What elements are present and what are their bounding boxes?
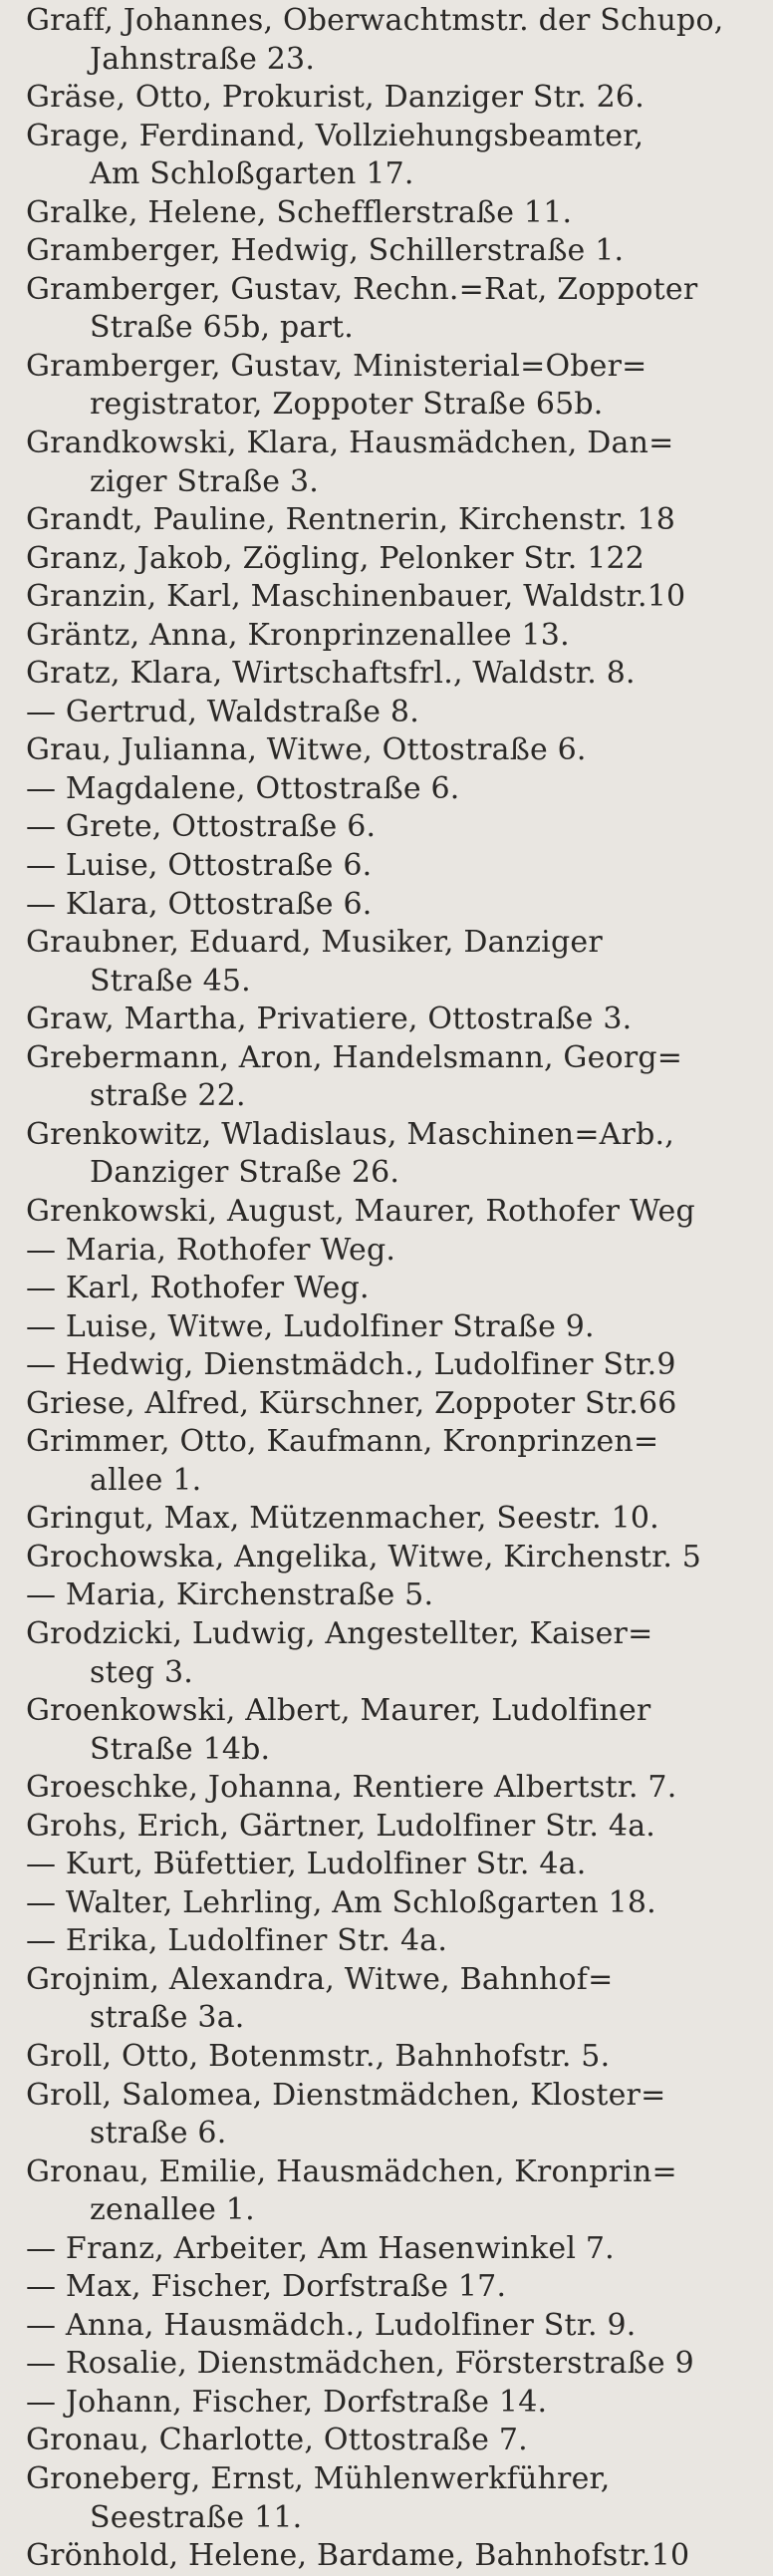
directory-line: — Klara, Ottostraße 6.	[26, 886, 373, 922]
directory-line: Straße 45.	[90, 963, 251, 999]
directory-line: Gramberger, Gustav, Ministerial=Ober=	[26, 348, 647, 384]
directory-line: straße 22.	[90, 1078, 246, 1114]
directory-line: Groeschke, Johanna, Rentiere Albertstr. 7.	[26, 1770, 677, 1806]
directory-line: Gramberger, Hedwig, Schillerstraße 1.	[26, 233, 625, 269]
directory-line: Gräse, Otto, Prokurist, Danziger Str. 26.	[26, 80, 644, 116]
directory-line: Grönhold, Helene, Bardame, Bahnhofstr.10	[26, 2538, 690, 2574]
directory-line: Jahnstraße 23.	[90, 41, 316, 77]
directory-line: Granzin, Karl, Maschinenbauer, Waldstr.10	[26, 579, 686, 615]
directory-line: Danziger Straße 26.	[90, 1155, 400, 1191]
directory-line: registrator, Zoppoter Straße 65b.	[90, 387, 604, 423]
directory-line: Groll, Otto, Botenmstr., Bahnhofstr. 5.	[26, 2038, 611, 2074]
directory-line: steg 3.	[90, 1654, 193, 1690]
directory-line: Graubner, Eduard, Musiker, Danziger	[26, 925, 603, 961]
directory-line: Gralke, Helene, Schefflerstraße 11.	[26, 194, 573, 230]
directory-line: — Johann, Fischer, Dorfstraße 14.	[26, 2384, 548, 2420]
directory-line: Grohs, Erich, Gärtner, Ludolfiner Str. 4a.	[26, 1808, 656, 1844]
directory-line: Grebermann, Aron, Handelsmann, Georg=	[26, 1039, 683, 1075]
directory-line: — Anna, Hausmädch., Ludolfiner Str. 9.	[26, 2307, 637, 2343]
directory-line: Grage, Ferdinand, Vollziehungsbeamter,	[26, 118, 644, 153]
directory-line: Grandkowski, Klara, Hausmädchen, Dan=	[26, 426, 674, 461]
directory-line: Grau, Julianna, Witwe, Ottostraße 6.	[26, 732, 587, 768]
directory-line: — Maria, Kirchenstraße 5.	[26, 1577, 434, 1613]
directory-line: — Max, Fischer, Dorfstraße 17.	[26, 2269, 507, 2305]
directory-line: Straße 14b.	[90, 1731, 271, 1767]
directory-line: — Erika, Ludolfiner Str. 4a.	[26, 1923, 448, 1959]
directory-line: zenallee 1.	[90, 2192, 255, 2228]
directory-line: Groenkowski, Albert, Maurer, Ludolfiner	[26, 1693, 651, 1729]
directory-line: Grenkowitz, Wladislaus, Maschinen=Arb.,	[26, 1116, 674, 1152]
directory-line: Grandt, Pauline, Rentnerin, Kirchenstr. 18	[26, 502, 676, 538]
directory-line: allee 1.	[90, 1462, 202, 1498]
directory-line: — Luise, Witwe, Ludolfiner Straße 9.	[26, 1308, 595, 1344]
directory-line: Seestraße 11.	[90, 2499, 303, 2535]
directory-line: Am Schloßgarten 17.	[90, 156, 414, 192]
directory-line: — Grete, Ottostraße 6.	[26, 809, 377, 845]
directory-line: Gronau, Charlotte, Ottostraße 7.	[26, 2423, 528, 2458]
directory-line: — Karl, Rothofer Weg.	[26, 1271, 370, 1306]
directory-line: Gramberger, Gustav, Rechn.=Rat, Zoppoter	[26, 271, 698, 307]
directory-line: Groneberg, Ernst, Mühlenwerkführer,	[26, 2461, 611, 2496]
directory-line: Granz, Jakob, Zögling, Pelonker Str. 122	[26, 540, 645, 576]
directory-line: — Luise, Ottostraße 6.	[26, 848, 373, 884]
directory-line: straße 3a.	[90, 2000, 245, 2036]
directory-line: straße 6.	[90, 2116, 227, 2151]
directory-line: Gronau, Emilie, Hausmädchen, Kronprin=	[26, 2153, 677, 2189]
directory-line: — Magdalene, Ottostraße 6.	[26, 770, 460, 806]
directory-line: Grimmer, Otto, Kaufmann, Kronprinzen=	[26, 1424, 659, 1460]
directory-line: Gratz, Klara, Wirtschaftsfrl., Waldstr. 8.	[26, 656, 636, 692]
directory-line: Graff, Johannes, Oberwachtmstr. der Schupo,	[26, 3, 724, 38]
directory-line: Grojnim, Alexandra, Witwe, Bahnhof=	[26, 1961, 614, 1997]
directory-line: — Maria, Rothofer Weg.	[26, 1232, 396, 1268]
directory-line: Gräntz, Anna, Kronprinzenallee 13.	[26, 617, 570, 653]
directory-line: Straße 65b, part.	[90, 310, 355, 346]
directory-line: Grodzicki, Ludwig, Angestellter, Kaiser=	[26, 1615, 653, 1651]
directory-line: Gringut, Max, Mützenmacher, Seestr. 10.	[26, 1501, 659, 1537]
directory-line: — Kurt, Büfettier, Ludolfiner Str. 4a.	[26, 1847, 587, 1882]
directory-line: — Rosalie, Dienstmädchen, Försterstraße 9	[26, 2346, 694, 2382]
directory-line: Groll, Salomea, Dienstmädchen, Kloster=	[26, 2077, 666, 2113]
directory-line: Griese, Alfred, Kürschner, Zoppoter Str.66	[26, 1385, 677, 1421]
directory-line: — Franz, Arbeiter, Am Hasenwinkel 7.	[26, 2230, 615, 2266]
directory-line: — Gertrud, Waldstraße 8.	[26, 694, 419, 729]
directory-line: Grochowska, Angelika, Witwe, Kirchenstr. 5	[26, 1539, 702, 1574]
directory-line: ziger Straße 3.	[90, 463, 320, 499]
directory-line: — Walter, Lehrling, Am Schloßgarten 18.	[26, 1884, 656, 1920]
directory-line: Grenkowski, August, Maurer, Rothofer Weg	[26, 1193, 695, 1229]
directory-line: — Hedwig, Dienstmädch., Ludolfiner Str.9	[26, 1347, 676, 1383]
directory-line: Graw, Martha, Privatiere, Ottostraße 3.	[26, 1002, 633, 1037]
